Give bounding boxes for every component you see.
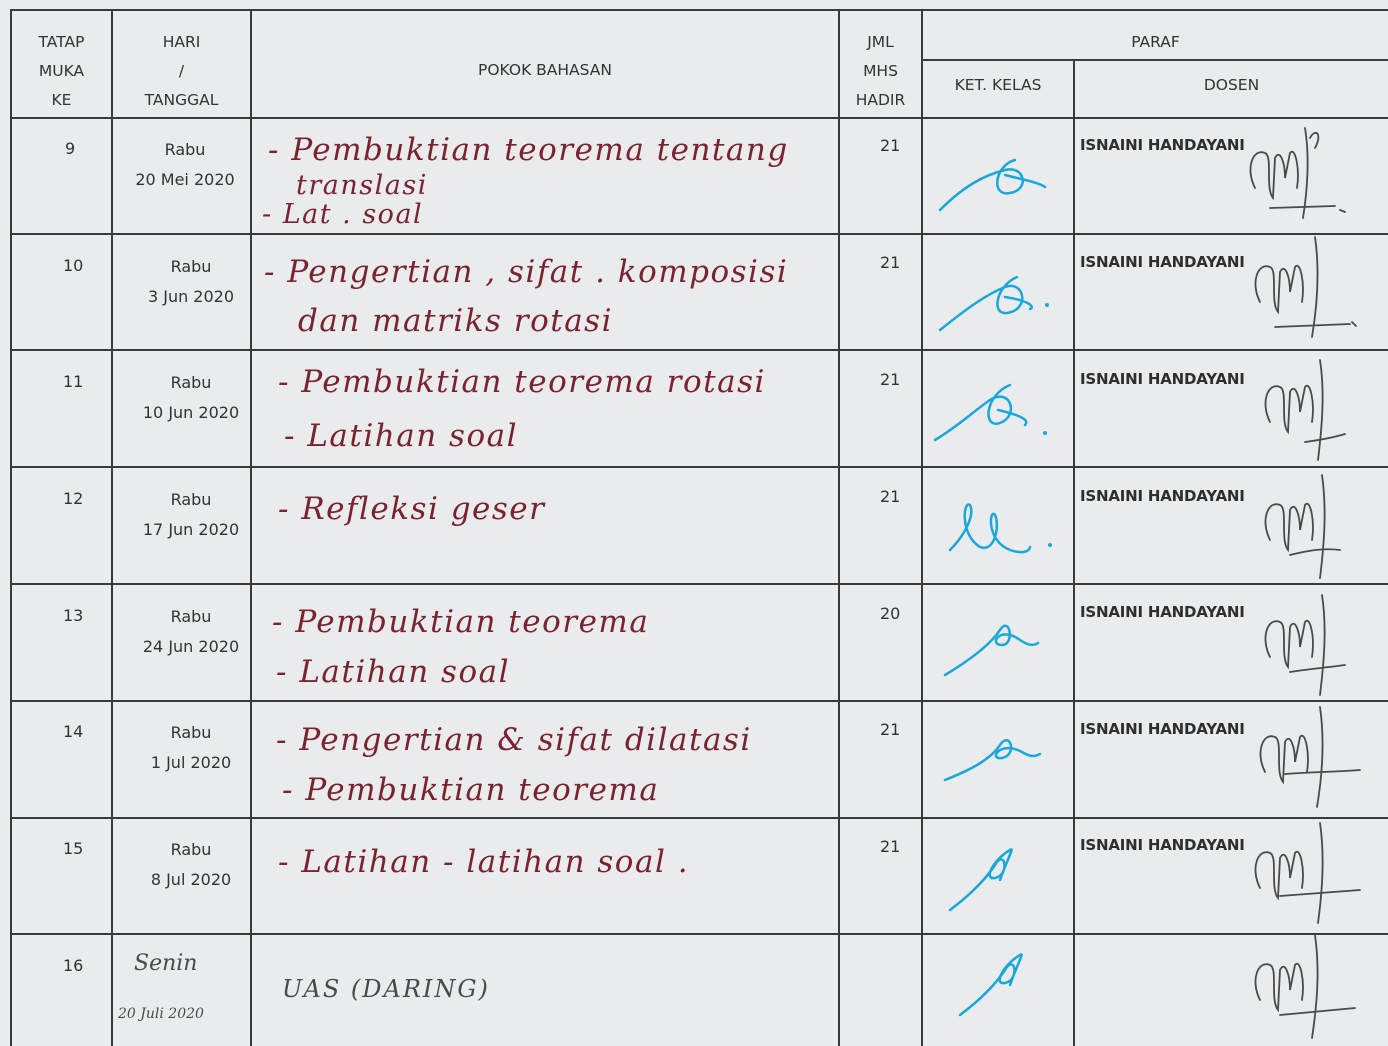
topic-line: - Latihan soal [276, 654, 511, 690]
topic-line: - Pembuktian teorema [282, 772, 660, 808]
topic-line: dan matriks rotasi [298, 303, 614, 339]
header-ket-kelas: KET. KELAS [954, 76, 1042, 94]
date-cell [121, 602, 261, 662]
lecturer-signature-14 [1245, 702, 1370, 814]
lecturer-signature-15 [1240, 818, 1370, 930]
row-rule [10, 466, 1388, 468]
topic-line: - Lat . soal [262, 199, 424, 230]
row-rule [10, 349, 1388, 351]
topic-line: - Pembuktian teorema [272, 604, 650, 640]
topic-line: - Refleksi geser [278, 491, 546, 527]
lecturer-name: ISNAINI HANDAYANI [1080, 370, 1245, 388]
lecturer-name: ISNAINI HANDAYANI [1080, 603, 1245, 621]
date-label: 20 Juli 2020 [118, 1006, 204, 1022]
header-bottom-rule [10, 117, 1388, 119]
col-rule [921, 9, 923, 1046]
lecturer-signature-9 [1235, 118, 1365, 230]
date-label: 17 Jun 2020 [142, 520, 240, 539]
meeting-number: 9 [65, 139, 76, 158]
paraf-subheader-rule [921, 59, 1388, 61]
date-label: 24 Jun 2020 [142, 637, 240, 656]
row-rule [10, 233, 1388, 235]
day-label: Senin [134, 951, 198, 976]
lecturer-signature-12 [1250, 470, 1370, 582]
lecturer-name: ISNAINI HANDAYANI [1080, 253, 1245, 271]
date-label: 3 Jun 2020 [147, 287, 235, 306]
lecturer-name: ISNAINI HANDAYANI [1080, 136, 1245, 154]
row-rule [10, 700, 1388, 702]
topic-line: - Pengertian , sifat . komposisi [264, 254, 789, 290]
date-label: 20 Mei 2020 [135, 170, 235, 189]
header-line: / [178, 62, 185, 80]
lecturer-name: ISNAINI HANDAYANI [1080, 836, 1245, 854]
topic-line: - Pembuktian teorema rotasi [278, 364, 766, 400]
header-dosen: DOSEN [1203, 76, 1260, 94]
attendance-count: 21 [880, 370, 901, 389]
header-line: TATAP [38, 33, 85, 51]
header-paraf: PARAF [1131, 33, 1180, 51]
header-pokok-bahasan: POKOK BAHASAN [478, 61, 612, 79]
row-rule [10, 933, 1388, 935]
col-rule [111, 9, 113, 1046]
attendance-count: 21 [880, 136, 901, 155]
row-rule [10, 817, 1388, 819]
class-signature-13 [940, 605, 1060, 685]
lecturer-signature-13 [1250, 587, 1370, 699]
lecturer-name: ISNAINI HANDAYANI [1080, 720, 1245, 738]
table-border-left [10, 9, 12, 1046]
header-line: KE [51, 91, 72, 109]
header-line: JML [867, 33, 894, 51]
day-label: Rabu [170, 607, 212, 626]
header-jml-mhs-hadir [840, 28, 921, 115]
class-signature-11 [930, 375, 1060, 450]
meeting-number: 11 [63, 372, 84, 391]
class-signature-12 [945, 495, 1065, 565]
class-signature-16 [955, 945, 1055, 1025]
lecturer-signature-11 [1250, 352, 1370, 464]
class-signature-10 [935, 265, 1065, 340]
day-label: Rabu [170, 490, 212, 509]
col-rule [1073, 59, 1075, 1046]
topic-line: UAS (DARING) [282, 975, 490, 1003]
date-cell [121, 835, 261, 895]
date-label: 1 Jul 2020 [150, 753, 232, 772]
header-hari-tanggal [113, 28, 250, 115]
meeting-number: 15 [63, 839, 84, 858]
header-tatap-muka [12, 28, 111, 115]
topic-line: - Pembuktian teorema tentang [268, 132, 789, 168]
day-label: Rabu [170, 373, 212, 392]
class-signature-15 [945, 840, 1045, 920]
class-signature-9 [935, 145, 1055, 220]
attendance-count: 21 [880, 837, 901, 856]
topic-line: - Pengertian & sifat dilatasi [276, 722, 752, 758]
topic-line: - Latihan soal [284, 418, 519, 454]
header-line: HADIR [855, 91, 906, 109]
meeting-number: 10 [63, 256, 84, 275]
day-label: Rabu [170, 257, 212, 276]
attendance-count: 20 [880, 604, 901, 623]
date-cell [121, 252, 261, 312]
attendance-count: 21 [880, 253, 901, 272]
date-cell [121, 368, 261, 428]
date-label: 10 Jun 2020 [142, 403, 240, 422]
lecturer-signature-10 [1240, 232, 1370, 344]
header-line: MUKA [38, 62, 85, 80]
date-cell [115, 135, 255, 195]
topic-line: - Latihan - latihan soal . [278, 844, 690, 880]
header-line: MHS [863, 62, 898, 80]
day-label: Rabu [170, 840, 212, 859]
meeting-number: 14 [63, 722, 84, 741]
date-label: 8 Jul 2020 [150, 870, 232, 889]
meeting-number: 12 [63, 489, 84, 508]
row-rule [10, 583, 1388, 585]
day-label: Rabu [164, 140, 206, 159]
attendance-count: 21 [880, 720, 901, 739]
class-signature-14 [940, 720, 1060, 790]
attendance-count: 21 [880, 487, 901, 506]
date-cell [121, 718, 261, 778]
topic-line: translasi [296, 170, 428, 201]
col-rule [838, 9, 840, 1046]
day-label: Rabu [170, 723, 212, 742]
date-cell [121, 485, 261, 545]
meeting-number: 16 [63, 956, 84, 975]
table-border-top [10, 9, 1388, 11]
lecturer-name: ISNAINI HANDAYANI [1080, 487, 1245, 505]
header-line: HARI [162, 33, 201, 51]
meeting-number: 13 [63, 606, 84, 625]
header-line: TANGGAL [144, 91, 219, 109]
lecturer-signature-16 [1240, 930, 1370, 1042]
